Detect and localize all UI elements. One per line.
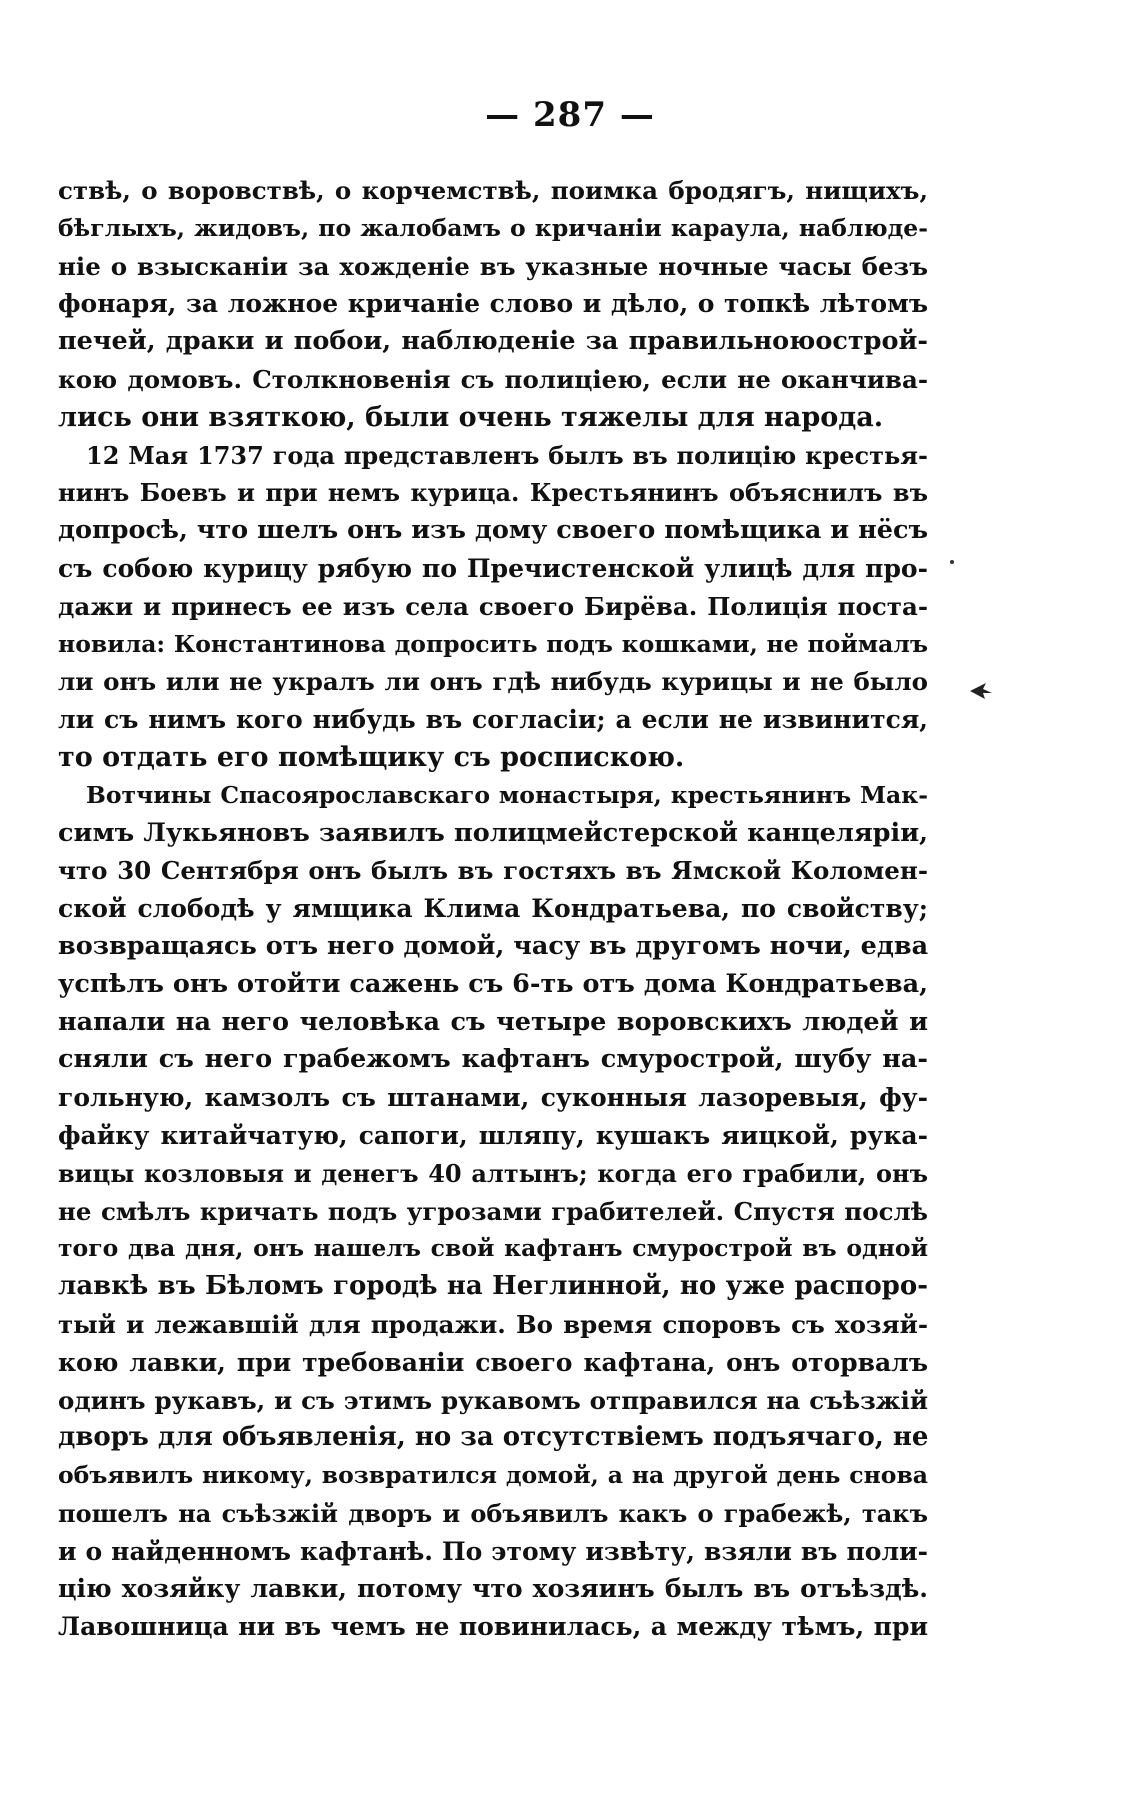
text-line: что 30 Сентября онъ былъ въ гостяхъ въ Ямской Коломен- bbox=[58, 856, 928, 886]
text-line: успѣлъ онъ отойти сажень съ 6-ть отъ дома Кондратьева, bbox=[58, 968, 928, 999]
text-line: нинъ Боевъ и при немъ курица. Крестьянинъ объяснилъ въ bbox=[58, 478, 928, 508]
text-line: новила: Константинова допросить подъ кошками, не поймалъ bbox=[58, 629, 928, 658]
text-line: кою лавки, при требованіи своего кафтана, онъ оторвалъ bbox=[58, 1347, 928, 1377]
text-line: и о найденномъ кафтанѣ. По этому извѣту, взяли въ поли- bbox=[58, 1536, 928, 1566]
text-line: ніе о взысканіи за хожденіе въ указные ночные часы безъ bbox=[58, 251, 928, 281]
text-line: сняли съ него грабежомъ кафтанъ смурострой, шубу на- bbox=[58, 1044, 928, 1075]
page-number: — 287 — bbox=[485, 95, 655, 135]
text-line: печей, драки и побои, наблюденіе за правильноюострой- bbox=[58, 326, 928, 357]
text-line: допросѣ, что шелъ онъ изъ дому своего помѣщика и нёсъ bbox=[58, 515, 929, 546]
text-line: цію хозяйку лавки, потому что хозяинъ былъ въ отъѣздѣ. bbox=[58, 1574, 928, 1604]
text-line: ли онъ или не укралъ ли онъ гдѣ нибудь курицы и не было bbox=[58, 667, 928, 697]
text-line: файку китайчатую, сапоги, шляпу, кушакъ яицкой, рука- bbox=[58, 1120, 928, 1150]
text-line: того два дня, онъ нашелъ свой кафтанъ смурострой въ одной bbox=[58, 1234, 928, 1263]
text-line: тый и лежавшій для продажи. Во время споровъ съ хозяй- bbox=[58, 1309, 928, 1339]
text-line: дажи и принесъ ее изъ села своего Бирёва. Полиція поста- bbox=[58, 591, 928, 621]
body-text bbox=[58, 172, 928, 1646]
text-line: лись они взяткою, были очень тяжелы для народа. bbox=[58, 401, 884, 433]
text-line: бѣглыхъ, жидовъ, по жалобамъ о кричаніи караула, наблюде- bbox=[58, 213, 928, 242]
text-line: ствѣ, о воровствѣ, о корчемствѣ, поимка бродягъ, нищихъ, bbox=[58, 176, 928, 205]
text-line: ли съ нимъ кого нибудь въ согласіи; а если не извинится, bbox=[58, 705, 928, 735]
text-line: фонаря, за ложное кричаніе слово и дѣло, о топкѣ лѣтомъ bbox=[58, 289, 928, 319]
margin-dot-mark bbox=[950, 560, 954, 564]
text-line: Лавошница ни въ чемъ не повинилась, а между тѣмъ, при bbox=[58, 1612, 928, 1642]
text-line: симъ Лукьяновъ заявилъ полицмейстерской канцеляріи, bbox=[58, 817, 928, 848]
text-line: одинъ рукавъ, и съ этимъ рукавомъ отправился на съѣзжій bbox=[58, 1385, 928, 1415]
text-line: Вотчины Спасоярославскаго монастыря, крестьянинъ Мак- bbox=[86, 780, 928, 809]
text-line: ской слободѣ у ямщика Клима Кондратьева, по свойству; bbox=[58, 894, 928, 924]
text-line: объявилъ никому, возвратился домой, а на другой день снова bbox=[58, 1461, 928, 1490]
text-line: вицы козловыя и денегъ 40 алтынъ; когда его грабили, онъ bbox=[58, 1158, 928, 1188]
margin-arrow-icon bbox=[968, 680, 994, 702]
text-line: напали на него человѣка съ четыре воровскихъ людей и bbox=[58, 1006, 928, 1037]
text-line: съ собою курицу рябую по Пречистенской улицѣ для про- bbox=[58, 553, 928, 583]
text-line: возвращаясь отъ него домой, часу въ другомъ ночи, едва bbox=[58, 930, 929, 961]
text-line: пошелъ на съѣзжій дворъ и объявилъ какъ о грабежѣ, такъ bbox=[58, 1498, 928, 1528]
text-line: не смѣлъ кричать подъ угрозами грабителей. Спустя послѣ bbox=[58, 1196, 928, 1226]
text-line: 12 Мая 1737 года представленъ былъ въ полицію крестья- bbox=[86, 440, 928, 470]
text-line: дворъ для объявленія, но за отсутствіемъ подъячаго, не bbox=[58, 1422, 929, 1453]
text-line: то отдать его помѣщику съ роспискою. bbox=[58, 741, 685, 773]
text-line: кою домовъ. Столкновенія съ полиціею, если не оканчива- bbox=[58, 364, 928, 394]
text-line: лавкѣ въ Бѣломъ городѣ на Неглинной, но уже распоро- bbox=[58, 1271, 928, 1302]
text-line: гольную, камзолъ съ штанами, суконныя лазоревыя, фу- bbox=[58, 1083, 928, 1113]
